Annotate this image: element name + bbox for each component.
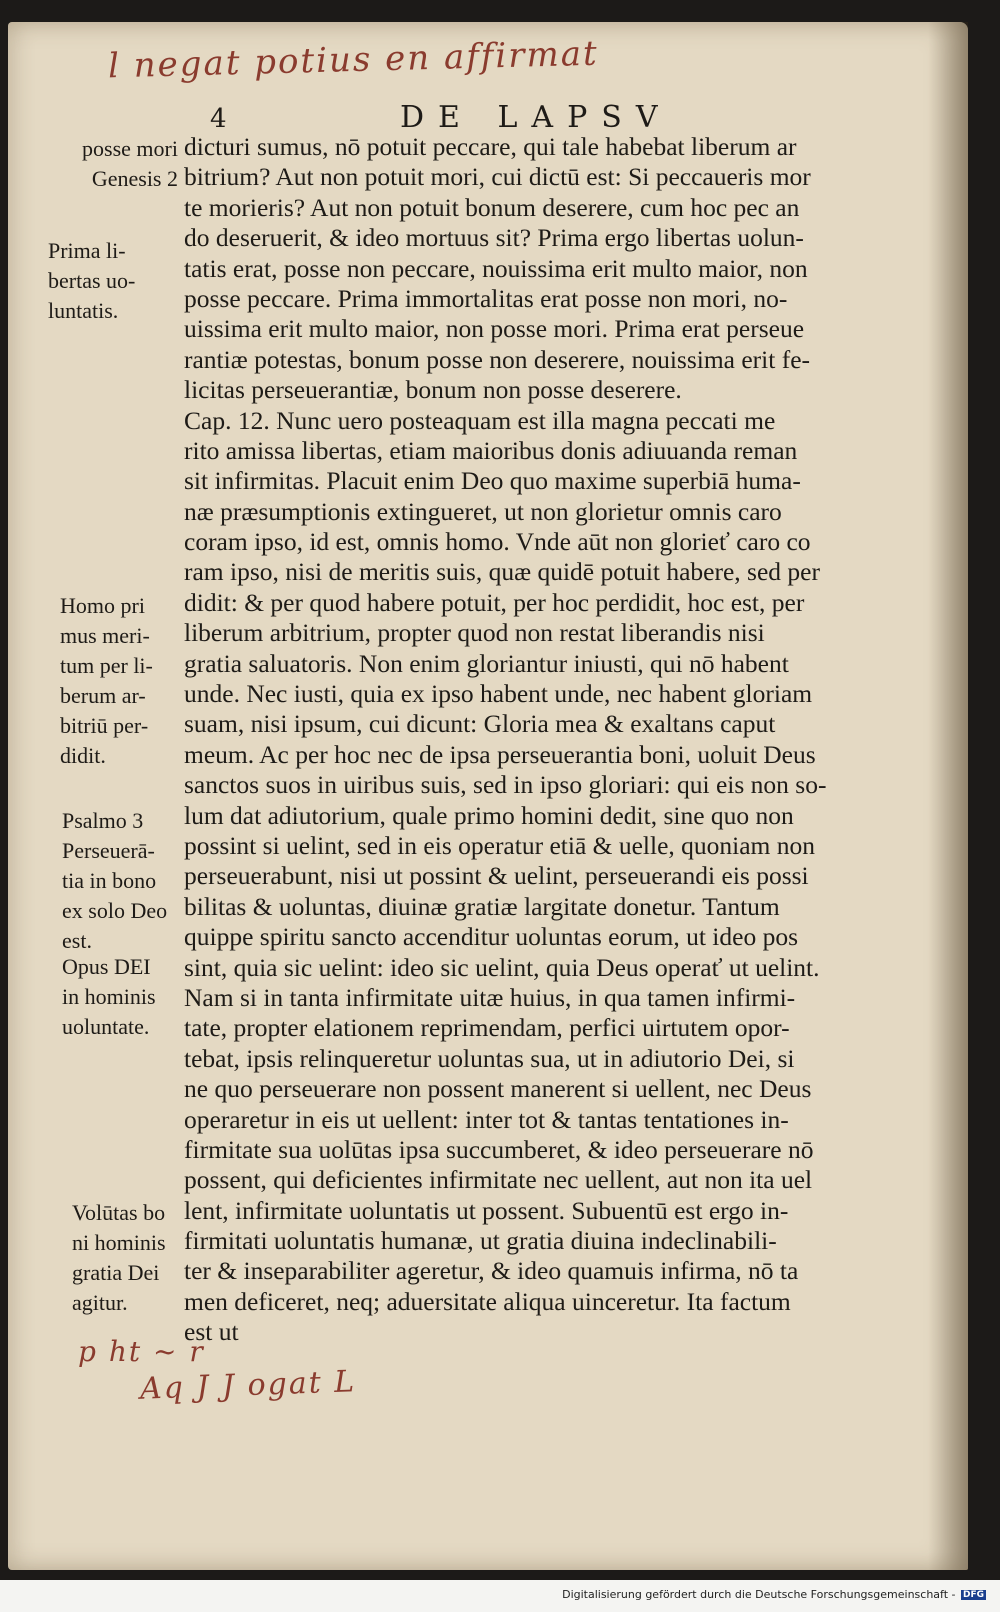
text-line: te morieris? Aut non potuit bonum deserere, cum hoc pec an <box>184 192 800 222</box>
margin-line: ni hominis <box>72 1230 166 1255</box>
margin-line: bitriū per- <box>60 713 149 738</box>
text-line: tatis erat, posse non peccare, nouissima erit multo maior, non <box>184 253 808 283</box>
margin-line: didit. <box>60 743 106 768</box>
running-title: DE LAPSV <box>400 100 672 135</box>
margin-line: Perseuerā- <box>62 838 155 863</box>
marginal-note-voluntas <box>72 1198 202 1318</box>
margin-line: posse mori <box>82 136 178 161</box>
margin-line: Psalmo 3 <box>62 808 144 833</box>
margin-line: mus meri- <box>60 623 150 648</box>
text-line: posse peccare. Prima immortalitas erat posse non mori, no- <box>184 283 788 313</box>
text-line: tebat, ipsis relinqueretur uoluntas sua, ut in adiutorio Dei, si <box>184 1043 795 1073</box>
credit-text: Digitalisierung gefördert durch die Deutsche Forschungsgemeinschaft - <box>562 1588 956 1601</box>
margin-line: uoluntate. <box>62 1014 150 1039</box>
margin-line: tia in bono <box>62 868 157 893</box>
gutter-shadow <box>928 22 968 1570</box>
text-line: ter & inseparabiliter ageretur, & ideo quamuis infirma, nō ta <box>184 1256 799 1286</box>
text-line: est ut <box>184 1317 239 1347</box>
handwritten-note-top: l negat potius en affirmat <box>107 33 600 87</box>
handwritten-note-bottom-1: p ht ~ r <box>78 1335 205 1368</box>
text-line: do deseruerit, & ideo mortuus sit? Prima ergo libertas uolun- <box>184 223 804 253</box>
text-line: quippe spiritu sancto accenditur uoluntas eorum, ut ideo pos <box>184 922 798 952</box>
marginal-note-psalmo <box>62 806 192 956</box>
text-line: possint si uelint, sed in eis operatur etiā & uelle, quoniam non <box>184 830 816 860</box>
margin-line: Volūtas bo <box>72 1200 166 1225</box>
text-line: bilitas & uoluntas, diuinæ gratiæ largitate donetur. Tantum <box>184 891 780 921</box>
text-line: Nam si in tanta infirmitate uitæ huius, in qua tamen infirmi- <box>184 982 796 1012</box>
margin-line: berum ar- <box>60 683 146 708</box>
dfg-logo-icon: DFG <box>962 1590 984 1600</box>
margin-line: Genesis 2 <box>91 166 178 191</box>
text-line: possent, qui deficientes infirmitate nec uellent, aut non ita uel <box>184 1165 813 1195</box>
text-line: ne quo perseuerare non possent manerent si uellent, nec Deus <box>184 1074 812 1104</box>
text-line: uissima erit multo maior, non posse mori. Prima erat perseue <box>184 314 805 344</box>
marginal-note-genesis <box>46 134 178 194</box>
text-line: ram ipso, nisi de meritis suis, quæ quidē potuit habere, sed per <box>184 557 820 587</box>
text-line: operaretur in eis ut uellent: inter tot & tantas tentationes in- <box>184 1104 789 1134</box>
text-line: liberum arbitrium, propter quod non restat liberandis nisi <box>184 618 765 648</box>
margin-line: Prima li- <box>48 238 126 263</box>
margin-line: luntatis. <box>48 298 119 323</box>
text-line: rantiæ potestas, bonum posse non deserere, nouissima erit fe- <box>184 344 811 374</box>
margin-line: in hominis <box>62 984 156 1009</box>
margin-line: ex solo Deo <box>62 898 168 923</box>
folio-number: 4 <box>210 104 227 134</box>
text-line: gratia saluatoris. Non enim gloriantur iniusti, qui nō habent <box>184 648 789 678</box>
text-line: lent, infirmitate uoluntatis ut possent. Subuentū est ergo in- <box>184 1195 789 1225</box>
text-line: sanctos suos in uiribus suis, sed in ipso gloriari: qui eis non so- <box>184 770 827 800</box>
text-line: firmitate sua uolūtas ipsa succumberet, & ideo perseuerare nō <box>184 1134 814 1164</box>
text-line: tate, propter elationem reprimendam, perfici uirtutem opor- <box>184 1013 790 1043</box>
text-line: perseuerabunt, nisi ut possint & uelint, perseuerandi eis possi <box>184 861 809 891</box>
text-line: men deficeret, neq; aduersitate aliqua uinceretur. Ita factum <box>184 1286 791 1316</box>
text-line: unde. Nec iusti, quia ex ipso habent unde, nec habent gloriam <box>184 679 813 709</box>
handwritten-note-bottom-2: Aq J J ogat L <box>139 1364 357 1407</box>
margin-line: tum per li- <box>60 653 153 678</box>
margin-line: Homo pri <box>60 593 145 618</box>
text-line: licitas perseuerantiæ, bonum non posse deserere. <box>184 375 682 405</box>
margin-line: Opus DEI <box>62 954 151 979</box>
text-line: Cap. 12. Nunc uero posteaquam est illa magna peccati me <box>184 405 776 435</box>
text-line: didit: & per quod habere potuit, per hoc perdidit, hoc est, per <box>184 587 805 617</box>
text-line: næ præsumptionis extingueret, ut non glorietur omnis caro <box>184 496 782 526</box>
text-line: sint, quia sic uelint: ideo sic uelint, quia Deus operať ut uelint. <box>184 952 820 982</box>
marginal-note-opus-dei <box>62 952 192 1042</box>
main-text-block <box>184 132 924 1348</box>
margin-line: bertas uo- <box>48 268 136 293</box>
margin-line: est. <box>62 928 92 953</box>
text-line: bitrium? Aut non potuit mori, cui dictū est: Si peccaueris mor <box>184 162 811 192</box>
text-line: lum dat adiutorium, quale primo homini dedit, sine quo non <box>184 800 794 830</box>
margin-line: gratia Dei <box>72 1260 160 1285</box>
margin-line: agitur. <box>72 1290 128 1315</box>
text-line: suam, nisi ipsum, cui dicunt: Gloria mea & exaltans caput <box>184 709 776 739</box>
text-line: rito amissa libertas, etiam maioribus donis adiuuanda reman <box>184 435 798 465</box>
text-line: coram ipso, id est, omnis homo. Vnde aūt non glorieť caro co <box>184 527 811 557</box>
marginal-note-prima-libertas <box>48 236 178 326</box>
digitization-credit <box>562 1588 986 1601</box>
text-line: meum. Ac per hoc nec de ipsa perseuerantia boni, uoluit Deus <box>184 739 816 769</box>
text-line: firmitati uoluntatis humanæ, ut gratia diuina indeclinabili- <box>184 1226 777 1256</box>
text-line: dicturi sumus, nō potuit peccare, qui tale habebat liberum ar <box>184 132 797 161</box>
text-line: sit infirmitas. Placuit enim Deo quo maxime superbiā huma- <box>184 466 801 496</box>
marginal-note-homo <box>60 591 190 771</box>
